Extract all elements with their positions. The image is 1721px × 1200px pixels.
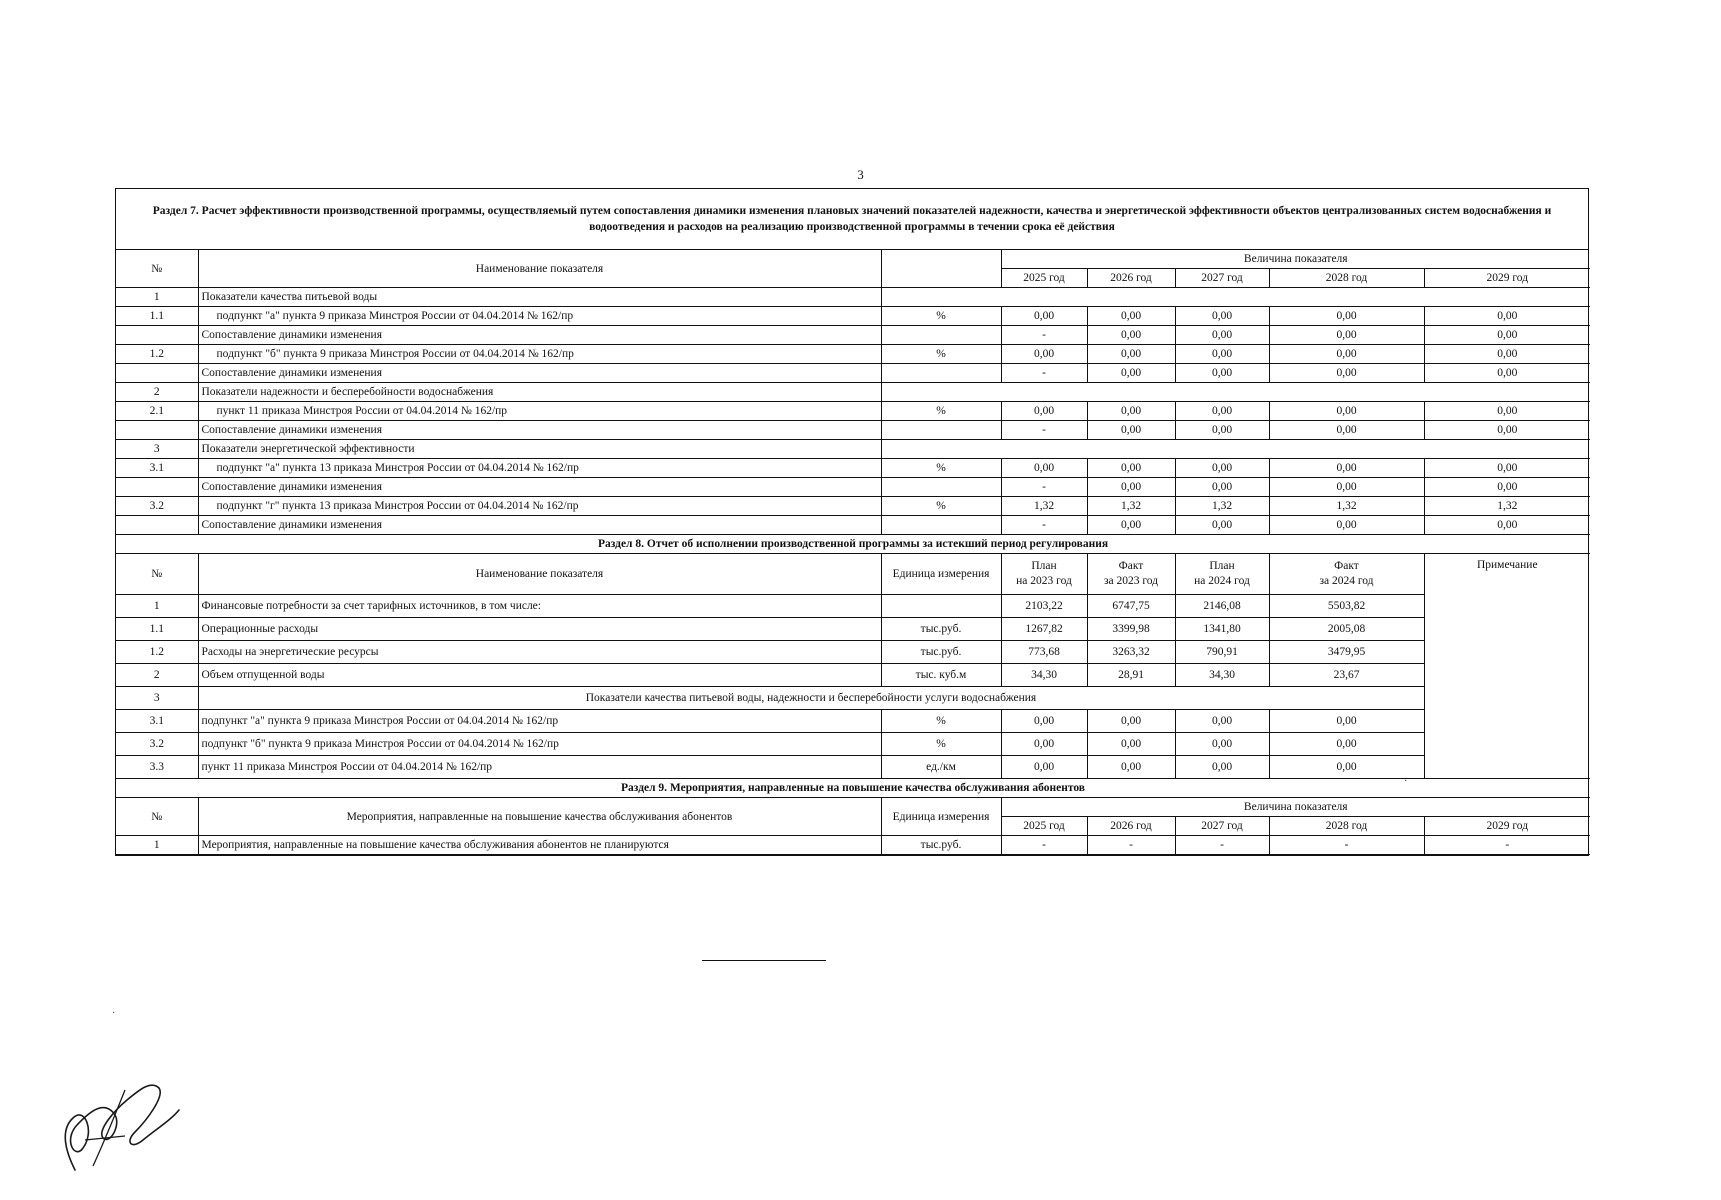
row-value: 0,00 xyxy=(1269,756,1424,779)
row-value: 0,00 xyxy=(1175,516,1269,535)
row-value: 0,00 xyxy=(1269,345,1424,364)
row-number: 1.1 xyxy=(116,618,198,641)
row-number: 1 xyxy=(116,836,198,855)
section7-body xyxy=(116,250,1590,535)
row-value: 1,32 xyxy=(1175,497,1269,516)
row-unit: % xyxy=(881,459,1001,478)
row-value: 0,00 xyxy=(1087,421,1175,440)
row-unit: тыс.руб. xyxy=(881,836,1001,855)
s9-year-2027: 2027 год xyxy=(1175,817,1269,836)
report-document xyxy=(115,188,1589,856)
row-value: 0,00 xyxy=(1001,710,1087,733)
row-value: 0,00 xyxy=(1087,459,1175,478)
row-name: Показатели энергетической эффективности xyxy=(198,440,881,459)
row-number: 2.1 xyxy=(116,402,198,421)
row-name: Расходы на энергетические ресурсы xyxy=(198,641,881,664)
row-number: 3 xyxy=(116,687,198,710)
table-row xyxy=(116,478,1590,497)
row-value: 0,00 xyxy=(1424,478,1590,497)
row-value: 0,00 xyxy=(1424,326,1590,345)
row-number: 3 xyxy=(116,440,198,459)
row-value: - xyxy=(1424,836,1590,855)
row-value: 0,00 xyxy=(1001,733,1087,756)
row-value: - xyxy=(1001,478,1087,497)
row-value: - xyxy=(1001,326,1087,345)
row-name: подпункт "г" пункта 13 приказа Минстроя России от 04.04.2014 № 162/пр xyxy=(198,497,881,516)
row-number: 2 xyxy=(116,383,198,402)
row-number: 3.2 xyxy=(116,497,198,516)
row-value: 0,00 xyxy=(1424,345,1590,364)
row-value: - xyxy=(1087,836,1175,855)
row-value: 6747,75 xyxy=(1087,595,1175,618)
row-value: 0,00 xyxy=(1087,364,1175,383)
scan-speck: · xyxy=(1404,776,1408,787)
s8-header-fact-2023: Факт за 2023 год xyxy=(1087,554,1175,595)
row-name: Операционные расходы xyxy=(198,618,881,641)
row-name: подпункт "б" пункта 9 приказа Минстроя России от 04.04.2014 № 162/пр xyxy=(198,733,881,756)
row-number xyxy=(116,516,198,535)
row-unit: ед./км xyxy=(881,756,1001,779)
row-value: 0,00 xyxy=(1087,733,1175,756)
row-value: 0,00 xyxy=(1269,421,1424,440)
table-row xyxy=(116,402,1590,421)
row-name: пункт 11 приказа Минстроя России от 04.04.2014 № 162/пр xyxy=(198,402,881,421)
row-value: 28,91 xyxy=(1087,664,1175,687)
row-number: 1.1 xyxy=(116,307,198,326)
table-row xyxy=(116,459,1590,478)
header-name: Наименование показателя xyxy=(198,250,881,288)
row-unit: тыс. куб.м xyxy=(881,664,1001,687)
table-row xyxy=(116,641,1590,664)
row-name: подпункт "а" пункта 9 приказа Минстроя России от 04.04.2014 № 162/пр xyxy=(198,307,881,326)
row-value: 34,30 xyxy=(1001,664,1087,687)
row-value: 0,00 xyxy=(1087,756,1175,779)
table-row xyxy=(116,733,1590,756)
year-2028: 2028 год xyxy=(1269,269,1424,288)
s9-year-2028: 2028 год xyxy=(1269,817,1424,836)
row-value: - xyxy=(1001,364,1087,383)
row-value: 23,67 xyxy=(1269,664,1424,687)
row-number: 1.2 xyxy=(116,345,198,364)
section7-header-row xyxy=(116,250,1590,269)
row-value: 0,00 xyxy=(1269,402,1424,421)
section9-header-row xyxy=(116,798,1590,817)
row-number: 2 xyxy=(116,664,198,687)
row-value: 2005,08 xyxy=(1269,618,1424,641)
row-unit xyxy=(881,421,1001,440)
row-value: 0,00 xyxy=(1175,402,1269,421)
row-value: 0,00 xyxy=(1175,710,1269,733)
row-value: 3399,98 xyxy=(1087,618,1175,641)
section8-title: Раздел 8. Отчет об исполнении производственной программы за истекший период регулирования xyxy=(116,535,1590,554)
row-value: 0,00 xyxy=(1087,516,1175,535)
row-value: 0,00 xyxy=(1424,459,1590,478)
row-value: 3479,95 xyxy=(1269,641,1424,664)
table-row xyxy=(116,326,1590,345)
year-2025: 2025 год xyxy=(1001,269,1087,288)
table-row xyxy=(116,421,1590,440)
scan-speck: · xyxy=(112,1008,116,1019)
row-number xyxy=(116,478,198,497)
row-name: Сопоставление динамики изменения xyxy=(198,326,881,345)
row-value: 1,32 xyxy=(1269,497,1424,516)
row-group-filler xyxy=(881,288,1590,307)
handwritten-signature xyxy=(55,1070,185,1180)
report-table xyxy=(116,250,1590,855)
header-value: Величина показателя xyxy=(1001,250,1590,269)
row-value: 0,00 xyxy=(1087,345,1175,364)
row-unit: % xyxy=(881,402,1001,421)
row-value: - xyxy=(1175,836,1269,855)
table-row-group xyxy=(116,687,1590,710)
row-number xyxy=(116,326,198,345)
year-2027: 2027 год xyxy=(1175,269,1269,288)
s9-year-2025: 2025 год xyxy=(1001,817,1087,836)
page-number: 3 xyxy=(857,167,864,182)
row-unit xyxy=(881,326,1001,345)
row-value: 0,00 xyxy=(1424,364,1590,383)
s9-year-2026: 2026 год xyxy=(1087,817,1175,836)
row-number: 3.1 xyxy=(116,459,198,478)
row-unit xyxy=(881,516,1001,535)
row-unit: % xyxy=(881,733,1001,756)
row-name: Сопоставление динамики изменения xyxy=(198,364,881,383)
row-name: подпункт "а" пункта 13 приказа Минстроя России от 04.04.2014 № 162/пр xyxy=(198,459,881,478)
year-2026: 2026 год xyxy=(1087,269,1175,288)
s8-header-note: Примечание xyxy=(1424,554,1590,779)
row-name: Сопоставление динамики изменения xyxy=(198,421,881,440)
row-value: 790,91 xyxy=(1175,641,1269,664)
row-value: 2146,08 xyxy=(1175,595,1269,618)
row-value: - xyxy=(1001,421,1087,440)
row-number: 3.1 xyxy=(116,710,198,733)
row-number xyxy=(116,364,198,383)
row-value: 0,00 xyxy=(1087,710,1175,733)
row-value: 0,00 xyxy=(1175,307,1269,326)
row-number xyxy=(116,421,198,440)
table-row xyxy=(116,383,1590,402)
row-value: 0,00 xyxy=(1269,459,1424,478)
row-value: 0,00 xyxy=(1175,326,1269,345)
row-unit xyxy=(881,595,1001,618)
row-unit xyxy=(881,478,1001,497)
row-value: 0,00 xyxy=(1001,756,1087,779)
row-value: 0,00 xyxy=(1424,307,1590,326)
row-value: 1267,82 xyxy=(1001,618,1087,641)
row-number: 3.3 xyxy=(116,756,198,779)
row-value: 0,00 xyxy=(1087,326,1175,345)
section9-body xyxy=(116,779,1590,855)
row-group-filler xyxy=(881,383,1590,402)
row-name: подпункт "а" пункта 9 приказа Минстроя России от 04.04.2014 № 162/пр xyxy=(198,710,881,733)
row-value: 0,00 xyxy=(1269,478,1424,497)
row-value: 1341,80 xyxy=(1175,618,1269,641)
row-name: подпункт "б" пункта 9 приказа Минстроя России от 04.04.2014 № 162/пр xyxy=(198,345,881,364)
row-value: 2103,22 xyxy=(1001,595,1087,618)
row-unit: % xyxy=(881,710,1001,733)
row-value: 3263,32 xyxy=(1087,641,1175,664)
table-row xyxy=(116,516,1590,535)
s8-header-unit: Единица измерения xyxy=(881,554,1001,595)
s8-header-no: № xyxy=(116,554,198,595)
s8-header-name: Наименование показателя xyxy=(198,554,881,595)
row-value: 0,00 xyxy=(1269,516,1424,535)
row-value: 1,32 xyxy=(1001,497,1087,516)
row-value: 0,00 xyxy=(1001,459,1087,478)
row-unit: тыс.руб. xyxy=(881,618,1001,641)
table-row xyxy=(116,497,1590,516)
row-value: 0,00 xyxy=(1087,402,1175,421)
s9-year-2029: 2029 год xyxy=(1424,817,1590,836)
row-value: 0,00 xyxy=(1269,307,1424,326)
row-value: 0,00 xyxy=(1269,326,1424,345)
s8-header-fact-2024: Факт за 2024 год xyxy=(1269,554,1424,595)
row-number: 3.2 xyxy=(116,733,198,756)
row-value: 0,00 xyxy=(1175,733,1269,756)
row-unit: тыс.руб. xyxy=(881,641,1001,664)
row-group-name: Показатели качества питьевой воды, надежности и бесперебойности услуги водоснабжения xyxy=(198,687,1424,710)
signature-line xyxy=(702,960,826,961)
row-number: 1 xyxy=(116,595,198,618)
row-value: 1,32 xyxy=(1087,497,1175,516)
row-name: Финансовые потребности за счет тарифных источников, в том числе: xyxy=(198,595,881,618)
row-value: 0,00 xyxy=(1175,756,1269,779)
row-value: 0,00 xyxy=(1424,516,1590,535)
table-row xyxy=(116,664,1590,687)
row-value: - xyxy=(1269,836,1424,855)
row-value: 0,00 xyxy=(1001,345,1087,364)
s8-header-plan-2024: План на 2024 год xyxy=(1175,554,1269,595)
row-value: 0,00 xyxy=(1424,421,1590,440)
s9-header-unit: Единица измерения xyxy=(881,798,1001,836)
row-unit: % xyxy=(881,307,1001,326)
row-value: 0,00 xyxy=(1175,345,1269,364)
table-row xyxy=(116,440,1590,459)
row-value: 0,00 xyxy=(1269,710,1424,733)
table-row xyxy=(116,618,1590,641)
row-value: 0,00 xyxy=(1175,478,1269,497)
row-number: 1.2 xyxy=(116,641,198,664)
row-name: Объем отпущенной воды xyxy=(198,664,881,687)
table-row xyxy=(116,756,1590,779)
row-value: 5503,82 xyxy=(1269,595,1424,618)
table-row xyxy=(116,345,1590,364)
row-value: 0,00 xyxy=(1175,364,1269,383)
section9-title: Раздел 9. Мероприятия, направленные на повышение качества обслуживания абонентов xyxy=(116,779,1590,798)
s9-header-no: № xyxy=(116,798,198,836)
row-value: 0,00 xyxy=(1269,733,1424,756)
row-value: - xyxy=(1001,836,1087,855)
row-value: 34,30 xyxy=(1175,664,1269,687)
row-value: 1,32 xyxy=(1424,497,1590,516)
section8-header-row xyxy=(116,554,1590,595)
header-unit xyxy=(881,250,1001,288)
table-row xyxy=(116,364,1590,383)
row-unit xyxy=(881,364,1001,383)
row-value: 0,00 xyxy=(1175,421,1269,440)
s9-header-name: Мероприятия, направленные на повышение качества обслуживания абонентов xyxy=(198,798,881,836)
row-unit: % xyxy=(881,497,1001,516)
row-value: 773,68 xyxy=(1001,641,1087,664)
row-unit: % xyxy=(881,345,1001,364)
row-value: 0,00 xyxy=(1175,459,1269,478)
table-row xyxy=(116,710,1590,733)
year-2029: 2029 год xyxy=(1424,269,1590,288)
row-value: 0,00 xyxy=(1001,307,1087,326)
row-value: 0,00 xyxy=(1269,364,1424,383)
row-value: 0,00 xyxy=(1424,402,1590,421)
row-value: 0,00 xyxy=(1087,478,1175,497)
row-number: 1 xyxy=(116,288,198,307)
s9-header-value: Величина показателя xyxy=(1001,798,1590,817)
row-name: Мероприятия, направленные на повышение качества обслуживания абонентов не планируются xyxy=(198,836,881,855)
row-name: Сопоставление динамики изменения xyxy=(198,478,881,497)
section8-body xyxy=(116,535,1590,779)
row-name: Показатели надежности и бесперебойности водоснабжения xyxy=(198,383,881,402)
row-group-filler xyxy=(881,440,1590,459)
table-row xyxy=(116,307,1590,326)
row-value: 0,00 xyxy=(1087,307,1175,326)
row-name: пункт 11 приказа Минстроя России от 04.04.2014 № 162/пр xyxy=(198,756,881,779)
section7-title: Раздел 7. Расчет эффективности производственной программы, осуществляемый путем сопоставления динамики изменения плановых значений показателей надежности, качества и энергетической эффективности объектов централизованных систем водоснабжения и водоотведения и расходов на реализацию производственной программы в течении срока её действия xyxy=(116,189,1588,250)
row-name: Показатели качества питьевой воды xyxy=(198,288,881,307)
row-value: 0,00 xyxy=(1001,402,1087,421)
s8-header-plan-2023: План на 2023 год xyxy=(1001,554,1087,595)
table-row xyxy=(116,595,1590,618)
table-row xyxy=(116,836,1590,855)
row-name: Сопоставление динамики изменения xyxy=(198,516,881,535)
table-row xyxy=(116,288,1590,307)
header-no: № xyxy=(116,250,198,288)
row-value: - xyxy=(1001,516,1087,535)
